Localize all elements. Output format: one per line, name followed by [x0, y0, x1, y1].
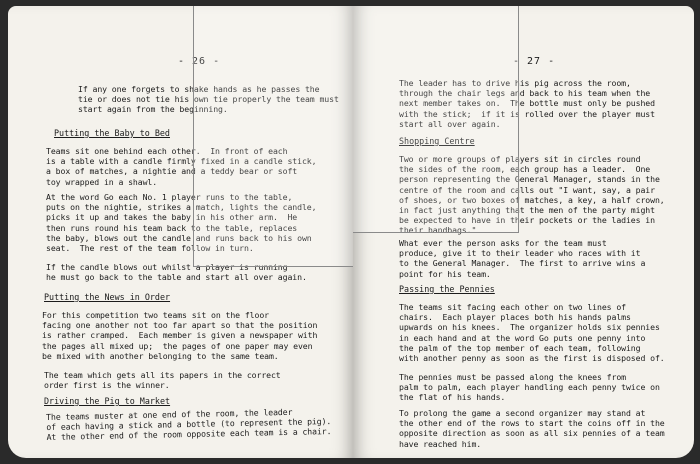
section-heading: Driving the Pig to Market [44, 396, 171, 406]
paragraph: The team which gets all its papers in the correct order first is the winner. [44, 370, 281, 391]
inserted-paper-slip [193, 6, 353, 267]
page-number-left: - 26 - [178, 56, 221, 67]
section-heading: Shopping Centre [399, 136, 475, 146]
paragraph: If any one forgets to shake hands as he passes the tie or does not tie his own tie properly the team must start again from the beginning. [78, 84, 339, 115]
right-page [353, 6, 694, 458]
paragraph: The leader has to drive his pig across the room, through the chair legs and back to his team when the next member takes on. The bottle must only be pushed with the stick; if it is rolled over the player must start all over again. [399, 78, 655, 129]
paragraph: For this competition two teams sit on the floor facing one another not too far apart so that the position is rather cramped. Each member is given a newspaper with the pages all mixed up; the pages of one paper may even be mixed with another belonging to the same team. [42, 310, 318, 361]
inserted-paper-slip [353, 6, 519, 233]
section-heading: Passing the Pennies [399, 284, 495, 294]
paragraph: The teams muster at one end of the room, the leader of each having a stick and a bottle (to represent the pig). At the other end of the room opposite each team is a chair. [46, 406, 332, 443]
paragraph: The teams sit facing each other on two lines of chairs. Each player places both his hands palms upwards on his knees. The organizer holds six pennies in each hand and at the word Go puts one penny into the palm of the top member of each team, following with another penny as soon as the first is disposed of. [399, 302, 665, 364]
page-number-right: - 27 - [513, 56, 556, 67]
paragraph: If the candle blows out whilst a player is running he must go back to the table and start all over again. [46, 262, 307, 283]
open-book [8, 6, 694, 458]
paragraph: Two or more groups of players sit in circles round the sides of the room, each group has a leader. One person representing the General Manager, stands in the centre of the room and calls out "I want, say, a pair of shoes, or two boxes of matches, a key, a half crown, in fact just anything that the men of the party might be expected to have in their pockets or the ladies in their handbags." [399, 154, 665, 236]
section-heading: Putting the Baby to Bed [54, 128, 170, 138]
left-page [8, 6, 353, 458]
section-heading: Putting the News in Order [44, 292, 171, 302]
paragraph: Teams sit one behind each other. In front of each is a table with a candle firmly fixed in a candle stick, a box of matches, a nightie and a teddy bear or soft toy wrapped in a shawl. [46, 146, 317, 187]
paragraph: To prolong the game a second organizer may stand at the other end of the rows to start the coins off in the opposite direction as soon as all six pennies of a team have reached him. [399, 408, 665, 449]
paragraph: At the word Go each No. 1 player runs to the table, puts on the nightie, strikes a match, lights the candle, picks it up and takes the baby in his other arm. He then runs round his team back to the table, replaces the baby, blows out the candle and runs back to his own seat. The rest of the team follow in turn. [46, 192, 317, 254]
paragraph: The pennies must be passed along the knees from palm to palm, each player handling each penny twice on the flat of his hands. [399, 372, 660, 403]
paragraph: What ever the person asks for the team must produce, give it to their leader who races with it to the General Manager. The first to arrive wins a point for his team. [399, 238, 646, 279]
